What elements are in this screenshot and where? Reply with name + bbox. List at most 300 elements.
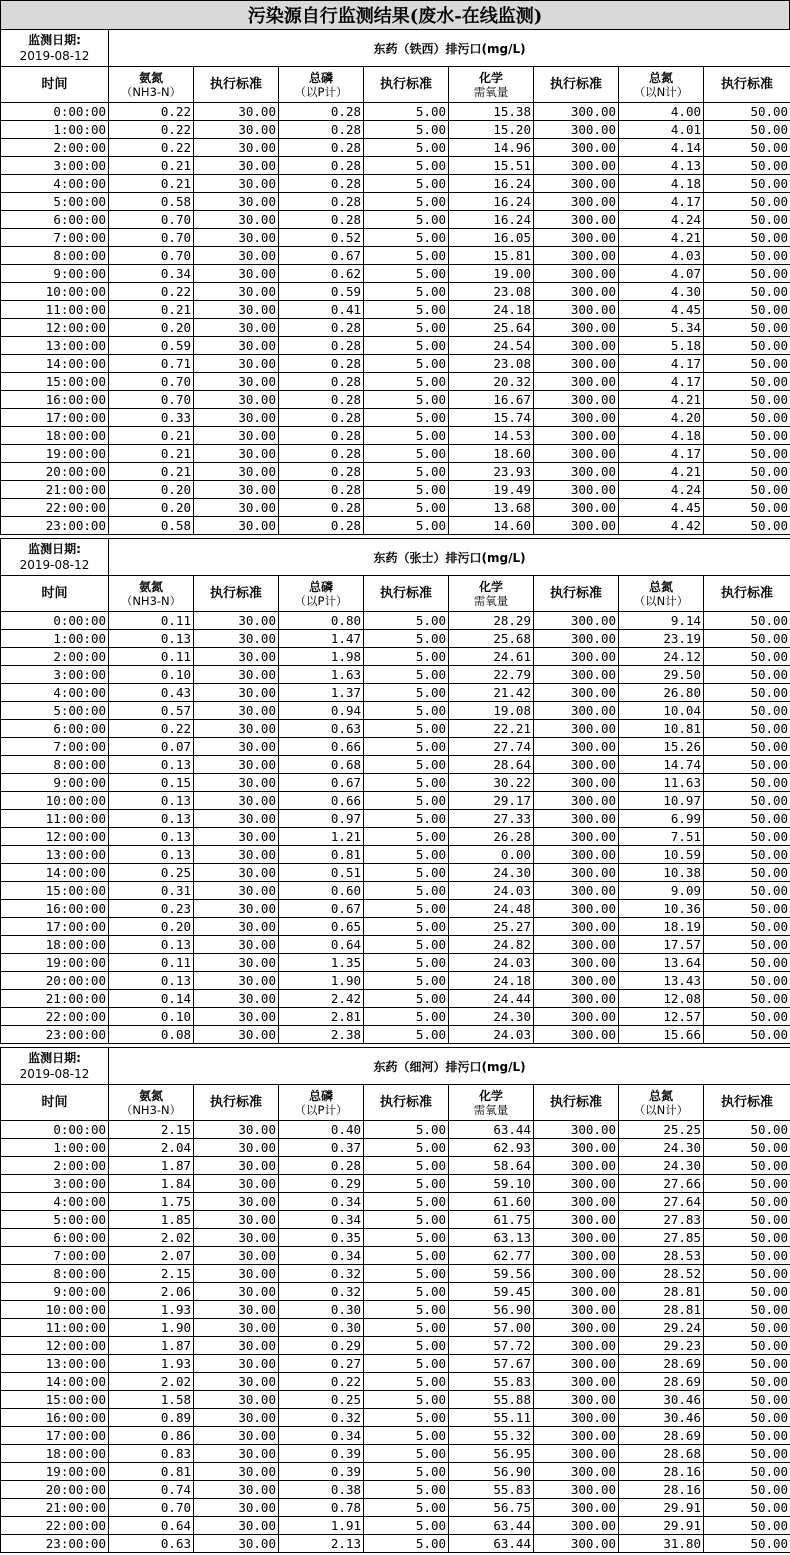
cell-phosphorus-standard: 5.00 [364,175,449,193]
cell-cod-standard: 300.00 [534,1409,619,1427]
cell-nitrogen: 28.16 [619,1463,704,1481]
cell-cod-standard: 300.00 [534,247,619,265]
cell-cod: 13.68 [449,499,534,517]
cell-nitrogen: 10.38 [619,864,704,882]
table-row [1,481,790,499]
cell-phosphorus-standard: 5.00 [364,954,449,972]
cell-nitrogen-standard: 50.00 [704,954,790,972]
cell-nitrogen-standard: 50.00 [704,1499,790,1517]
table-row [1,211,790,229]
cell-time: 6:00:00 [1,1229,109,1247]
column-header-line: （NH3-N） [120,593,182,608]
cell-cod: 24.03 [449,1026,534,1044]
cell-time: 20:00:00 [1,972,109,990]
cell-cod: 25.64 [449,319,534,337]
cell-nitrogen: 26.80 [619,684,704,702]
cell-ammonia: 0.31 [109,882,194,900]
cell-ammonia-standard: 30.00 [194,1247,279,1265]
cell-ammonia: 0.57 [109,702,194,720]
column-header-line: （以P计） [294,593,348,608]
column-header-line: 化学 [478,579,503,594]
cell-cod: 55.32 [449,1427,534,1445]
cell-nitrogen-standard: 50.00 [704,882,790,900]
cell-cod-standard: 300.00 [534,319,619,337]
cell-ammonia: 0.11 [109,612,194,630]
column-header-line: 需氧量 [473,1102,509,1117]
table-row [1,990,790,1008]
cell-nitrogen: 15.26 [619,738,704,756]
cell-cod-standard: 300.00 [534,1373,619,1391]
cell-phosphorus-standard: 5.00 [364,630,449,648]
cell-phosphorus: 0.32 [279,1265,364,1283]
cell-time: 23:00:00 [1,1026,109,1044]
cell-ammonia: 0.11 [109,954,194,972]
cell-ammonia: 0.89 [109,1409,194,1427]
table-row [1,157,790,175]
column-header-line: 执行标准 [549,76,602,92]
column-header-line: 化学 [478,70,503,85]
column-header-line: （以N计） [633,84,689,99]
cell-time: 16:00:00 [1,391,109,409]
table-row [1,283,790,301]
table-row [1,445,790,463]
cell-time: 17:00:00 [1,918,109,936]
cell-nitrogen-standard: 50.00 [704,1535,790,1553]
cell-time: 19:00:00 [1,954,109,972]
cell-phosphorus: 0.37 [279,1139,364,1157]
table-row [1,684,790,702]
cell-time: 12:00:00 [1,319,109,337]
cell-ammonia-standard: 30.00 [194,1229,279,1247]
table-row [1,1265,790,1283]
cell-time: 6:00:00 [1,211,109,229]
cell-phosphorus-standard: 5.00 [364,1229,449,1247]
cell-cod: 27.33 [449,810,534,828]
cell-time: 11:00:00 [1,1319,109,1337]
cell-ammonia-standard: 30.00 [194,1373,279,1391]
cell-time: 3:00:00 [1,157,109,175]
cell-phosphorus: 2.42 [279,990,364,1008]
cell-time: 19:00:00 [1,445,109,463]
cell-phosphorus-standard: 5.00 [364,792,449,810]
cell-cod-standard: 300.00 [534,445,619,463]
cell-ammonia-standard: 30.00 [194,756,279,774]
cell-phosphorus-standard: 5.00 [364,828,449,846]
cell-nitrogen-standard: 50.00 [704,121,790,139]
cell-phosphorus-standard: 5.00 [364,1157,449,1175]
cell-cod-standard: 300.00 [534,481,619,499]
cell-nitrogen-standard: 50.00 [704,792,790,810]
cell-time: 1:00:00 [1,121,109,139]
column-header-phosphorus [279,67,364,103]
cell-phosphorus-standard: 5.00 [364,1445,449,1463]
cell-nitrogen: 4.20 [619,409,704,427]
cell-phosphorus-standard: 5.00 [364,1517,449,1535]
cell-phosphorus-standard: 5.00 [364,1265,449,1283]
cell-ammonia: 0.21 [109,427,194,445]
cell-phosphorus-standard: 5.00 [364,301,449,319]
table-row [1,846,790,864]
cell-nitrogen-standard: 50.00 [704,756,790,774]
cell-ammonia-standard: 30.00 [194,738,279,756]
column-header-line: （以N计） [633,593,689,608]
cell-cod-standard: 300.00 [534,990,619,1008]
cell-nitrogen: 4.24 [619,211,704,229]
table-row [1,648,790,666]
cell-cod: 24.44 [449,990,534,1008]
cell-phosphorus-standard: 5.00 [364,1211,449,1229]
cell-phosphorus: 0.28 [279,157,364,175]
cell-cod: 57.67 [449,1355,534,1373]
outlet-title: 东药（张士）排污口(mg/L) [109,539,790,576]
cell-nitrogen-standard: 50.00 [704,319,790,337]
cell-nitrogen: 4.01 [619,121,704,139]
column-header-ammonia [109,576,194,612]
cell-phosphorus: 0.28 [279,409,364,427]
cell-time: 14:00:00 [1,1373,109,1391]
cell-ammonia: 2.04 [109,1139,194,1157]
cell-ammonia-standard: 30.00 [194,1463,279,1481]
column-header-cod [449,67,534,103]
cell-phosphorus: 1.37 [279,684,364,702]
table-row [1,1301,790,1319]
cell-ammonia-standard: 30.00 [194,211,279,229]
cell-cod-standard: 300.00 [534,373,619,391]
cell-phosphorus-standard: 5.00 [364,481,449,499]
cell-cod-standard: 300.00 [534,630,619,648]
cell-phosphorus: 0.59 [279,283,364,301]
cell-cod: 63.44 [449,1121,534,1139]
cell-nitrogen: 28.69 [619,1373,704,1391]
cell-ammonia-standard: 30.00 [194,1535,279,1553]
cell-phosphorus-standard: 5.00 [364,337,449,355]
cell-time: 15:00:00 [1,882,109,900]
cell-phosphorus-standard: 5.00 [364,265,449,283]
cell-ammonia-standard: 30.00 [194,1265,279,1283]
cell-nitrogen-standard: 50.00 [704,1008,790,1026]
column-header-ammonia [109,1085,194,1121]
cell-phosphorus-standard: 5.00 [364,1355,449,1373]
cell-nitrogen: 25.25 [619,1121,704,1139]
cell-cod: 63.13 [449,1229,534,1247]
cell-cod: 16.24 [449,211,534,229]
cell-nitrogen: 31.80 [619,1535,704,1553]
cell-ammonia-standard: 30.00 [194,427,279,445]
cell-cod: 16.67 [449,391,534,409]
cell-phosphorus: 0.97 [279,810,364,828]
cell-phosphorus: 0.39 [279,1463,364,1481]
cell-cod: 28.64 [449,756,534,774]
cell-phosphorus-standard: 5.00 [364,517,449,535]
cell-ammonia-standard: 30.00 [194,648,279,666]
cell-cod: 22.21 [449,720,534,738]
cell-cod-standard: 300.00 [534,882,619,900]
cell-ammonia-standard: 30.00 [194,517,279,535]
cell-phosphorus-standard: 5.00 [364,499,449,517]
column-header-time [1,67,109,103]
cell-ammonia: 0.13 [109,630,194,648]
cell-nitrogen: 27.64 [619,1193,704,1211]
cell-ammonia-standard: 30.00 [194,121,279,139]
date-label: 监测日期: [28,33,81,47]
table-row [1,810,790,828]
cell-time: 12:00:00 [1,828,109,846]
table-row [1,1157,790,1175]
cell-ammonia-standard: 30.00 [194,828,279,846]
column-header-line: 时间 [41,76,68,92]
cell-phosphorus: 0.28 [279,1157,364,1175]
cell-time: 23:00:00 [1,1535,109,1553]
cell-ammonia: 1.93 [109,1355,194,1373]
cell-time: 6:00:00 [1,720,109,738]
cell-phosphorus: 0.81 [279,846,364,864]
table-row [1,1026,790,1044]
cell-phosphorus: 0.34 [279,1247,364,1265]
cell-time: 14:00:00 [1,355,109,373]
cell-phosphorus-standard: 5.00 [364,247,449,265]
cell-phosphorus: 0.41 [279,301,364,319]
table-row [1,900,790,918]
cell-phosphorus: 0.28 [279,211,364,229]
table-row [1,954,790,972]
cell-phosphorus-standard: 5.00 [364,648,449,666]
column-header-nitrogen-standard [704,576,790,612]
table-row [1,1481,790,1499]
cell-nitrogen-standard: 50.00 [704,1463,790,1481]
cell-nitrogen: 13.64 [619,954,704,972]
cell-cod: 24.61 [449,648,534,666]
column-header-line: 时间 [41,1094,68,1110]
cell-time: 23:00:00 [1,517,109,535]
cell-nitrogen: 5.34 [619,319,704,337]
cell-ammonia-standard: 30.00 [194,1481,279,1499]
table-row [1,229,790,247]
cell-cod-standard: 300.00 [534,774,619,792]
cell-time: 10:00:00 [1,1301,109,1319]
table-row [1,1535,790,1553]
cell-nitrogen: 24.12 [619,648,704,666]
column-header-line: 总氮 [648,1088,673,1103]
cell-phosphorus: 0.28 [279,337,364,355]
cell-nitrogen: 11.63 [619,774,704,792]
cell-nitrogen-standard: 50.00 [704,409,790,427]
cell-nitrogen-standard: 50.00 [704,1157,790,1175]
cell-phosphorus: 0.28 [279,139,364,157]
table-row [1,301,790,319]
cell-cod-standard: 300.00 [534,1229,619,1247]
cell-phosphorus-standard: 5.00 [364,900,449,918]
cell-nitrogen: 28.52 [619,1265,704,1283]
cell-nitrogen: 4.13 [619,157,704,175]
cell-cod: 61.60 [449,1193,534,1211]
cell-nitrogen-standard: 50.00 [704,103,790,121]
cell-cod-standard: 300.00 [534,391,619,409]
cell-ammonia-standard: 30.00 [194,445,279,463]
table-row [1,774,790,792]
cell-cod-standard: 300.00 [534,337,619,355]
cell-cod: 24.54 [449,337,534,355]
cell-ammonia-standard: 30.00 [194,702,279,720]
cell-nitrogen-standard: 50.00 [704,1193,790,1211]
cell-ammonia: 0.58 [109,517,194,535]
cell-time: 20:00:00 [1,463,109,481]
cell-ammonia-standard: 30.00 [194,1026,279,1044]
cell-cod-standard: 300.00 [534,1175,619,1193]
cell-nitrogen-standard: 50.00 [704,612,790,630]
cell-phosphorus: 0.28 [279,121,364,139]
cell-cod: 21.42 [449,684,534,702]
cell-ammonia: 0.22 [109,283,194,301]
cell-phosphorus-standard: 5.00 [364,864,449,882]
page-title: 污染源自行监测结果(废水-在线监测) [0,0,790,30]
cell-nitrogen: 4.17 [619,373,704,391]
cell-ammonia: 0.22 [109,139,194,157]
cell-cod: 62.93 [449,1139,534,1157]
cell-nitrogen: 28.68 [619,1445,704,1463]
cell-ammonia-standard: 30.00 [194,990,279,1008]
date-value: 2019-08-12 [19,558,90,572]
cell-nitrogen-standard: 50.00 [704,283,790,301]
cell-phosphorus-standard: 5.00 [364,427,449,445]
column-header-line: 执行标准 [209,76,262,92]
table-row [1,1427,790,1445]
cell-cod: 24.82 [449,936,534,954]
table-row [1,1499,790,1517]
cell-time: 1:00:00 [1,630,109,648]
cell-cod: 29.17 [449,792,534,810]
cell-nitrogen-standard: 50.00 [704,391,790,409]
cell-nitrogen: 10.81 [619,720,704,738]
monitoring-section [0,538,790,1044]
cell-cod: 25.27 [449,918,534,936]
cell-cod: 24.03 [449,954,534,972]
table-row [1,864,790,882]
column-header-line: 氨氮 [138,1088,163,1103]
cell-cod: 16.24 [449,175,534,193]
cell-cod-standard: 300.00 [534,283,619,301]
column-header-cod [449,1085,534,1121]
cell-phosphorus: 0.28 [279,499,364,517]
cell-ammonia-standard: 30.00 [194,373,279,391]
cell-ammonia-standard: 30.00 [194,139,279,157]
cell-ammonia-standard: 30.00 [194,1301,279,1319]
cell-nitrogen: 10.04 [619,702,704,720]
cell-phosphorus: 0.38 [279,1481,364,1499]
cell-cod-standard: 300.00 [534,702,619,720]
cell-ammonia-standard: 30.00 [194,337,279,355]
table-row [1,702,790,720]
cell-ammonia-standard: 30.00 [194,1499,279,1517]
cell-phosphorus-standard: 5.00 [364,391,449,409]
cell-nitrogen: 29.91 [619,1499,704,1517]
cell-time: 9:00:00 [1,774,109,792]
table-row [1,355,790,373]
cell-phosphorus: 2.13 [279,1535,364,1553]
cell-phosphorus: 0.34 [279,1193,364,1211]
cell-cod-standard: 300.00 [534,463,619,481]
cell-phosphorus: 0.51 [279,864,364,882]
table-row [1,175,790,193]
cell-nitrogen: 4.07 [619,265,704,283]
cell-phosphorus: 0.39 [279,1445,364,1463]
column-header-nitrogen [619,67,704,103]
cell-ammonia: 2.15 [109,1121,194,1139]
cell-time: 4:00:00 [1,175,109,193]
cell-nitrogen-standard: 50.00 [704,666,790,684]
cell-nitrogen-standard: 50.00 [704,1229,790,1247]
cell-nitrogen: 28.53 [619,1247,704,1265]
cell-cod: 24.03 [449,882,534,900]
cell-cod-standard: 300.00 [534,612,619,630]
table-row [1,882,790,900]
cell-cod: 26.28 [449,828,534,846]
cell-cod-standard: 300.00 [534,1265,619,1283]
cell-nitrogen: 4.45 [619,499,704,517]
cell-nitrogen-standard: 50.00 [704,427,790,445]
cell-phosphorus: 0.27 [279,1355,364,1373]
cell-nitrogen-standard: 50.00 [704,1517,790,1535]
table-row [1,1211,790,1229]
cell-ammonia: 0.13 [109,972,194,990]
cell-phosphorus: 0.34 [279,1427,364,1445]
cell-cod-standard: 300.00 [534,918,619,936]
column-header-line: 执行标准 [721,1094,774,1110]
cell-cod-standard: 300.00 [534,846,619,864]
cell-time: 21:00:00 [1,481,109,499]
cell-phosphorus: 0.40 [279,1121,364,1139]
cell-time: 11:00:00 [1,810,109,828]
cell-cod-standard: 300.00 [534,1355,619,1373]
column-header-line: 总氮 [648,579,673,594]
cell-cod-standard: 300.00 [534,1193,619,1211]
cell-ammonia-standard: 30.00 [194,792,279,810]
cell-phosphorus: 0.22 [279,1373,364,1391]
table-row [1,1121,790,1139]
cell-phosphorus-standard: 5.00 [364,1481,449,1499]
table-row [1,337,790,355]
cell-nitrogen: 18.19 [619,918,704,936]
outlet-title: 东药（铁西）排污口(mg/L) [109,30,790,67]
cell-ammonia: 0.70 [109,1499,194,1517]
column-header-line: （以P计） [294,84,348,99]
column-header-ammonia-standard [194,576,279,612]
cell-ammonia: 0.13 [109,846,194,864]
cell-phosphorus-standard: 5.00 [364,1139,449,1157]
table-row [1,319,790,337]
cell-nitrogen-standard: 50.00 [704,828,790,846]
cell-ammonia-standard: 30.00 [194,1391,279,1409]
cell-ammonia-standard: 30.00 [194,882,279,900]
cell-nitrogen-standard: 50.00 [704,1121,790,1139]
cell-time: 5:00:00 [1,193,109,211]
cell-ammonia: 1.85 [109,1211,194,1229]
cell-nitrogen-standard: 50.00 [704,1319,790,1337]
cell-phosphorus: 0.63 [279,720,364,738]
cell-nitrogen: 12.08 [619,990,704,1008]
cell-ammonia: 0.20 [109,918,194,936]
cell-cod-standard: 300.00 [534,1499,619,1517]
cell-ammonia: 1.58 [109,1391,194,1409]
cell-nitrogen: 30.46 [619,1391,704,1409]
cell-nitrogen: 4.18 [619,175,704,193]
cell-nitrogen: 4.42 [619,517,704,535]
table-row [1,720,790,738]
cell-cod-standard: 300.00 [534,1463,619,1481]
cell-cod: 56.75 [449,1499,534,1517]
cell-phosphorus-standard: 5.00 [364,1427,449,1445]
cell-cod: 19.49 [449,481,534,499]
cell-phosphorus-standard: 5.00 [364,1409,449,1427]
